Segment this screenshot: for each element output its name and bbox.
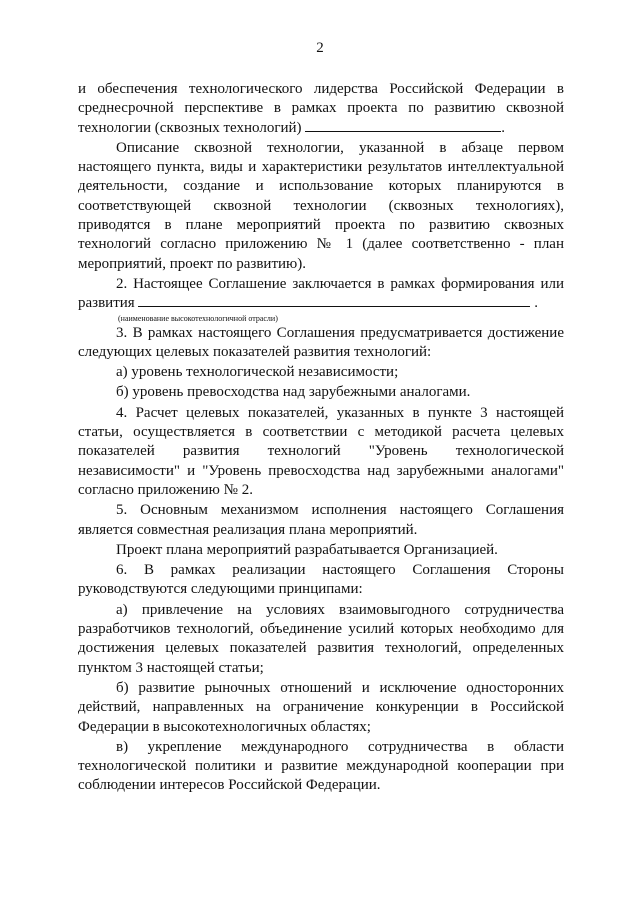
principle-a: а) привлечение на условиях взаимовыгодного сотрудничества разработчиков технологий, объединение усилий которых необходимо для достижения целевых показателей развития технологий, определенных пунктом 3 настоящей статьи; xyxy=(78,601,564,676)
fill-in-blank-technology xyxy=(305,119,501,132)
list-item-a: а) уровень технологической независимости; xyxy=(116,364,399,381)
fill-in-blank-industry xyxy=(138,294,530,307)
paragraph-description: Описание сквозной технологии, указанной в абзаце первом настоящего пункта, виды и характеристики результатов интеллектуальной деятельности, создание и использование которых планируются в соответствующей сквозной технологии (сквозных технологиях), приводятся в плане мероприятий проекта по развитию сквозных технологий согласно приложению № 1 (далее соответственно - план мероприятий, проект по развитию). xyxy=(78,139,564,272)
list-item-b: б) уровень превосходства над зарубежными аналогами. xyxy=(116,384,471,401)
paragraph-continuation xyxy=(78,80,564,138)
document-body xyxy=(78,80,564,796)
paragraph-text: и обеспечения технологического лидерства Российской Федерации в среднесрочной перспективе в рамках проекта по развитию сквозной технологии (сквозных технологий) xyxy=(78,81,564,136)
punctuation: . xyxy=(534,295,538,312)
paragraph-item-4: 4. Расчет целевых показателей, указанных в пункте 3 настоящей статьи, осуществляется в соответствии с методикой расчета целевых показателей развития технологий "Уровень технологической независимости" и "Уровень превосходства над зарубежными аналогами" согласно приложению № 2. xyxy=(78,404,564,498)
blank-caption: (наименование высокотехнологичной отрасли) xyxy=(118,313,278,323)
paragraph-item-3: 3. В рамках настоящего Соглашения предусматривается достижение следующих целевых показателей развития технологий: xyxy=(78,324,564,360)
paragraph-text: 2. Настоящее Соглашение заключается в рамках формирования или развития xyxy=(78,275,564,312)
paragraph-item-6: 6. В рамках реализации настоящего Соглашения Стороны руководствуются следующими принципами: xyxy=(78,562,564,598)
punctuation: . xyxy=(501,119,506,136)
paragraph-plan-project: Проект плана мероприятий разрабатывается Организацией. xyxy=(116,541,498,558)
page-number: 2 xyxy=(316,40,324,56)
principle-b: б) развитие рыночных отношений и исключение односторонних действий, направленных на ограничение конкуренции в Российской Федерации в высокотехнологичных областях; xyxy=(78,679,564,735)
paragraph-item-2 xyxy=(78,275,564,314)
principle-c: в) укрепление международного сотрудничества в области технологической политики и развитие международной кооперации при соблюдении интересов Российской Федерации. xyxy=(78,738,564,794)
paragraph-item-5: 5. Основным механизмом исполнения настоящего Соглашения является совместная реализация плана мероприятий. xyxy=(78,502,564,538)
